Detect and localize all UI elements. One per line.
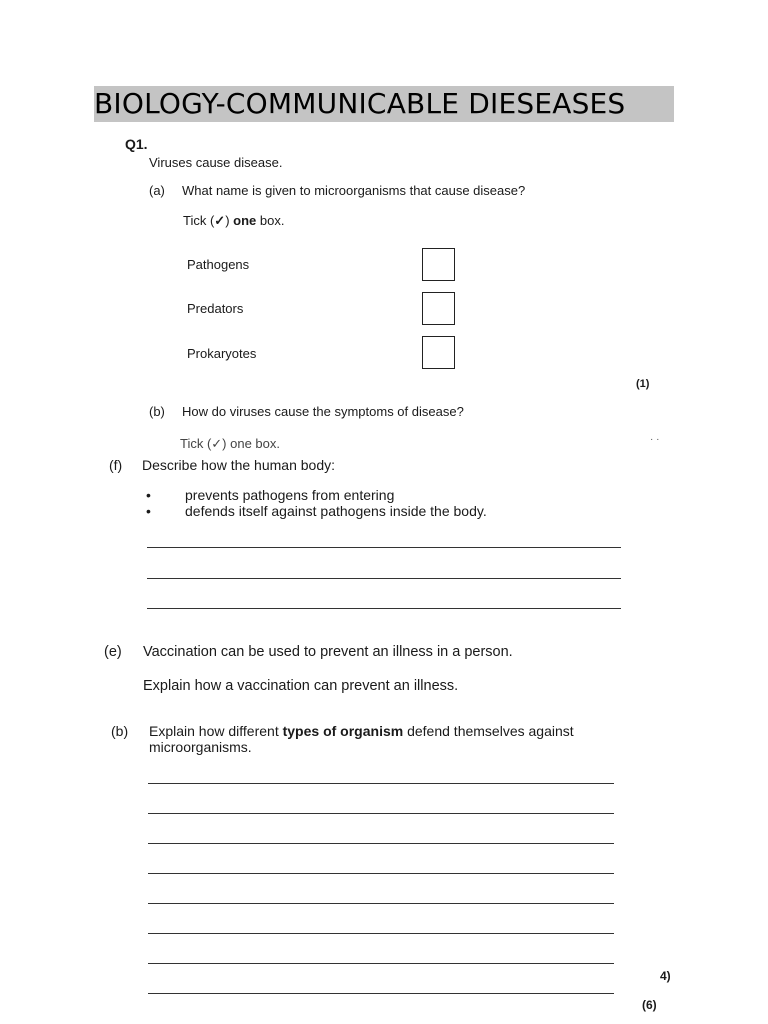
part-e-text: Vaccination can be used to prevent an illness in a person. [143,644,513,660]
answer-line[interactable] [148,813,614,814]
part-a-label: (a) [149,183,165,198]
tick-instruction-mid: ) [225,213,230,228]
question-intro: Viruses cause disease. [149,155,283,170]
part-b2-prefix: Explain how different [149,723,279,739]
part-e-label: (e) [104,644,122,660]
answer-line[interactable] [148,993,614,994]
answer-line[interactable] [147,578,621,579]
checkbox-predators[interactable] [422,292,455,325]
part-b2-question [149,723,574,739]
answer-line[interactable] [148,963,614,964]
part-e-question: Explain how a vaccination can prevent an illness. [143,678,459,694]
option-label-predators: Predators [187,301,244,316]
checkbox-pathogens[interactable] [422,248,455,281]
part-b2-bold: types of organism [282,723,404,739]
tick-instruction-prefix: Tick ( [183,213,215,228]
part-f-question: Describe how the human body: [142,457,335,473]
part-b2-label: (b) [111,723,129,739]
part-b2-question-line2: microorganisms. [149,739,252,755]
answer-line[interactable] [147,547,621,548]
marks-a: (1) [636,378,650,390]
question-number: Q1. [125,136,148,152]
part-b2-suffix: defend themselves against [407,723,574,739]
tick-instruction-suffix: box. [259,213,285,228]
bullet-item: prevents pathogens from entering [185,487,395,503]
part-b-cut-text: Tick (✓) one box. [180,436,280,451]
bullet-icon: • [146,487,151,503]
bullet-item: defends itself against pathogens inside the body. [185,503,487,519]
tick-instruction [183,213,285,229]
part-f-label: (f) [109,457,123,473]
option-label-pathogens: Pathogens [187,257,250,272]
tick-mark-icon: ✓ [214,213,226,228]
answer-line[interactable] [148,783,614,784]
part-b-label: (b) [149,404,165,419]
marks-b2: (6) [642,998,657,1012]
answer-line[interactable] [148,843,614,844]
marks-partial: 4) [660,969,671,983]
option-label-prokaryotes: Prokaryotes [187,346,257,361]
bullet-icon: • [146,503,151,519]
answer-line[interactable] [147,608,621,609]
answer-line[interactable] [148,903,614,904]
tick-instruction-bold: one [233,213,257,228]
answer-line[interactable] [148,873,614,874]
cut-dots: · · [650,434,660,445]
part-a-question: What name is given to microorganisms that cause disease? [182,183,526,198]
part-b-question: How do viruses cause the symptoms of disease? [182,404,464,419]
checkbox-prokaryotes[interactable] [422,336,455,369]
answer-line[interactable] [148,933,614,934]
page-title: BIOLOGY-COMMUNICABLE DIESEASES [94,86,674,122]
